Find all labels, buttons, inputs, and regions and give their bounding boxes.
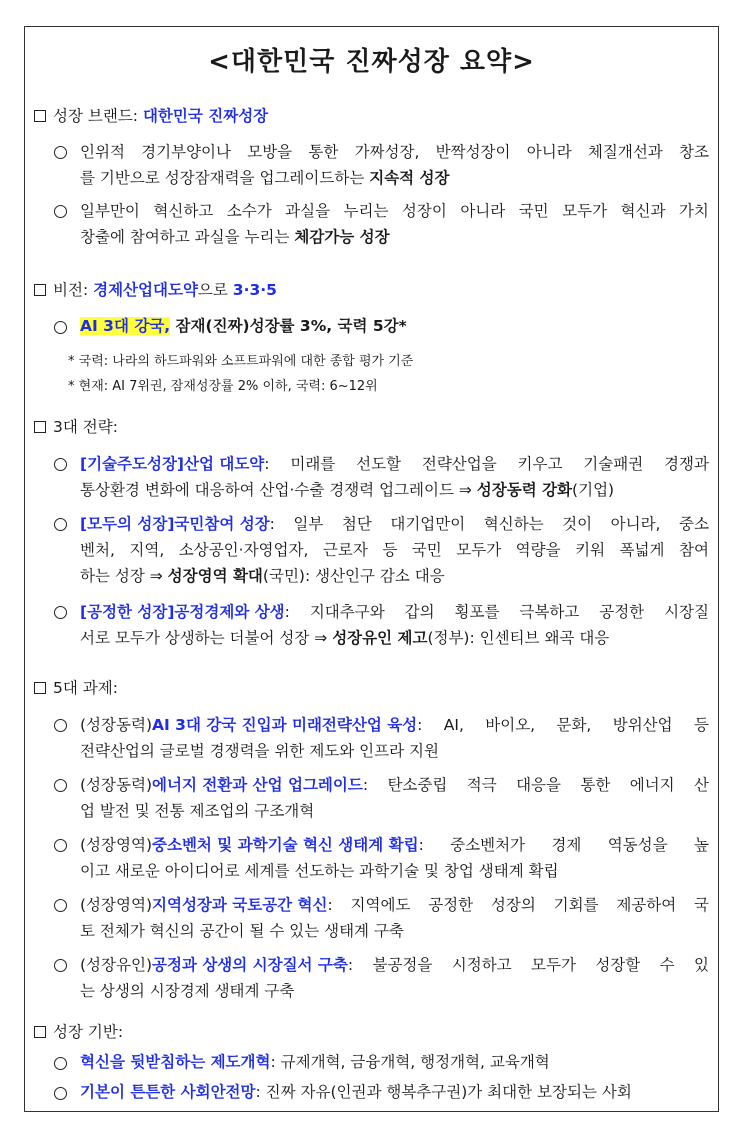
circle-bullet-icon	[54, 899, 67, 912]
circle-bullet-icon	[54, 205, 67, 218]
brand-item-2: 일부만이 혁신하고 소수가 과실을 누리는 성장이 아니라 국민 모두가 혁신과 가치 창출에 참여하고 과실을 누리는 체감가능 성장	[80, 198, 709, 250]
brand-name: 대한민국 진짜성장	[142, 107, 269, 125]
checkbox-square-icon	[34, 1026, 46, 1038]
brand-item-1-line1: 인위적 경기부양이나 모방을 통한 가짜성장, 반짝성장이 아니라 체질개선과 창조	[80, 143, 709, 161]
strategy-1: [기술주도성장]산업 대도약: 미래를 선도할 전략산업을 키우고 기술패권 경쟁과 통상환경 변화에 대응하여 산업·수출 경쟁력 업그레이드 ⇒ 성장동력 강화(기업)	[80, 455, 709, 499]
circle-bullet-icon	[54, 959, 67, 972]
section-foundation-heading: 성장 기반:	[34, 1025, 123, 1041]
checkbox-square-icon	[34, 421, 46, 433]
section-brand-heading: 성장 브랜드: 대한민국 진짜성장	[34, 109, 268, 125]
circle-bullet-icon	[54, 146, 67, 159]
vision-note-1: * 국력: 나라의 하드파워와 소프트파워에 대한 종합 평가 기준	[68, 354, 414, 369]
strategy-3: [공정한 성장]공정경제와 상생: 지대추구와 갑의 횡포를 극복하고 공정한 시장질 서로 모두가 상생하는 더불어 성장 ⇒ 성장유인 제고(정부): 인센티브 왜곡 대응	[80, 603, 709, 647]
circle-bullet-icon	[54, 719, 67, 732]
circle-bullet-icon	[54, 1057, 67, 1070]
circle-bullet-icon	[54, 458, 67, 471]
task-1: (성장동력)AI 3대 강국 진입과 미래전략산업 육성: AI, 바이오, 문화, 방위산업 등 전략산업의 글로벌 경쟁력을 위한 제도와 인프라 지원	[80, 716, 709, 760]
circle-bullet-icon	[54, 839, 67, 852]
brand-item-1: 인위적 경기부양이나 모방을 통한 가짜성장, 반짝성장이 아니라 체질개선과 창조 를 기반으로 성장잠재력을 업그레이드하는 지속적 성장	[80, 139, 709, 191]
checkbox-square-icon	[34, 682, 46, 694]
task-3: (성장영역)중소벤처 및 과학기술 혁신 생태계 확립: 중소벤처가 경제 역동성을 높 이고 새로운 아이디어로 세계를 선도하는 과학기술 및 창업 생태계 확립	[80, 836, 709, 880]
foundation-item-2: 기본이 튼튼한 사회안전망: 진짜 자유(인권과 행복추구권)가 최대한 보장되는 사회	[80, 1083, 632, 1101]
foundation-item-1: 혁신을 뒷받침하는 제도개혁: 규제개혁, 금융개혁, 행정개혁, 교육개혁	[80, 1053, 550, 1071]
circle-bullet-icon	[54, 1087, 67, 1100]
document-title: <대한민국 진짜성장 요약>	[208, 47, 535, 77]
section-vision-heading: 비전: 경제산업대도약으로 3·3·5	[34, 283, 277, 299]
task-4: (성장영역)지역성장과 국토공간 혁신: 지역에도 공정한 성장의 기회를 제공하여 국 토 전체가 혁신의 공간이 될 수 있는 생태계 구축	[80, 896, 709, 940]
vision-note-2: * 현재: AI 7위권, 잠재성장률 2% 이하, 국력: 6~12위	[68, 379, 378, 394]
task-5: (성장유인)공정과 상생의 시장질서 구축: 불공정을 시정하고 모두가 성장할 수 있 는 상생의 시장경제 생태계 구축	[80, 956, 709, 1000]
checkbox-square-icon	[34, 284, 46, 296]
circle-bullet-icon	[54, 779, 67, 792]
checkbox-square-icon	[34, 110, 46, 122]
section-strategies-heading: 3대 전략:	[34, 420, 118, 436]
vision-goal-highlight: AI 3대 강국,	[80, 317, 171, 335]
circle-bullet-icon	[54, 518, 67, 531]
strategy-2: [모두의 성장]국민참여 성장: 일부 첨단 대기업만이 혁신하는 것이 아니라, 중소 벤처, 지역, 소상공인·자영업자, 근로자 등 국민 모두가 역량을 키워 폭넓게 참여 하는 성장 ⇒ 성장영역 확대(국민): 생산인구 감소 대응	[80, 515, 709, 585]
task-2: (성장동력)에너지 전환과 산업 업그레이드: 탄소중립 적극 대응을 통한 에너지 산 업 발전 및 전통 제조업의 구조개혁	[80, 776, 709, 820]
circle-bullet-icon	[54, 606, 67, 619]
circle-bullet-icon	[54, 321, 67, 334]
brand-item-2-line1: 일부만이 혁신하고 소수가 과실을 누리는 성장이 아니라 국민 모두가 혁신과 가치	[80, 202, 709, 220]
section-tasks-heading: 5대 과제:	[34, 681, 118, 697]
vision-goal: AI 3대 강국, 잠재(진짜)성장률 3%, 국력 5강*	[80, 317, 407, 335]
